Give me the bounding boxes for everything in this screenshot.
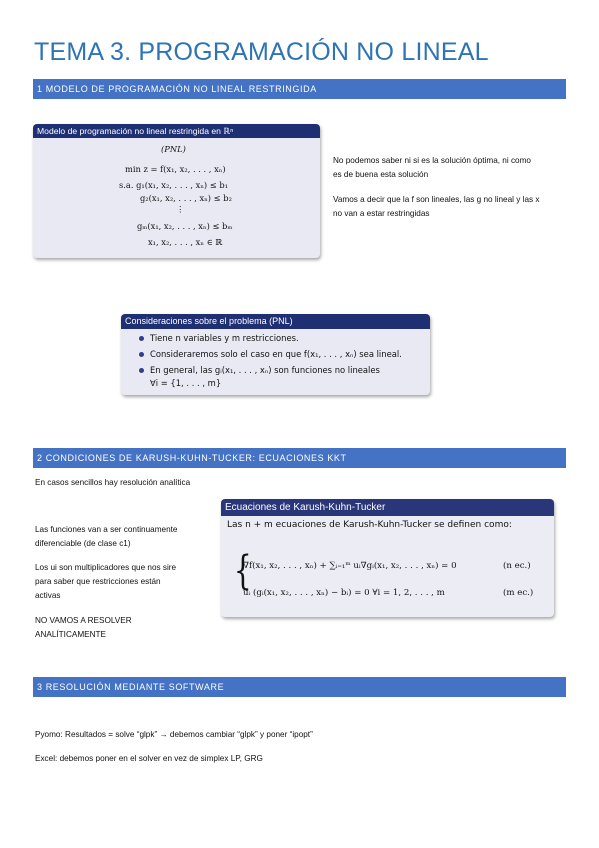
note-multipliers-2: para saber que restricciones están [35, 577, 161, 586]
note-multipliers-3: activas [35, 591, 61, 600]
note-pyomo: Pyomo: Resultados = solve “glpk” → debemos cambiar “glpk” y poner “ipopt” [35, 730, 313, 739]
considerations-header: Consideraciones sobre el problema (PNL) [121, 314, 430, 329]
note-no-resolve-1: NO VAMOS A RESOLVER [35, 616, 132, 625]
kkt-header: Ecuaciones de Karush-Kuhn-Tucker [221, 499, 554, 516]
note-multipliers-1: Los ui son multiplicadores que nos sire [35, 563, 177, 572]
section-header-3: 3 RESOLUCIÓN MEDIANTE SOFTWARE [33, 677, 566, 697]
note-optimal-1: No podemos saber ni si es la solución óptima, ni como [333, 156, 531, 165]
note-no-resolve-2: ANALÍTICAMENTE [35, 630, 106, 639]
kkt-intro: Las n + m ecuaciones de Karush-Kuhn-Tucker se definen como: [227, 520, 512, 530]
vertical-dots: ⋮ [176, 204, 185, 214]
note-linear-1: Vamos a decir que la f son lineales, las g no lineal y las x [333, 195, 540, 204]
objective-line: min z = f(x₁, x₂, . . . , xₙ) [125, 164, 226, 174]
model-box [33, 124, 320, 258]
bullet-item-2: Consideraremos solo el caso en que f(x₁, . . . , xₙ) sea lineal. [139, 349, 402, 359]
kkt-box [221, 499, 554, 617]
note-analytic: En casos sencillos hay resolución analítica [35, 478, 191, 487]
bullet-item-3: En general, las gᵢ(x₁, . . . , xₙ) son funciones no lineales [139, 365, 380, 375]
page-title: TEMA 3. PROGRAMACIÓN NO LINEAL [34, 38, 489, 66]
domain-line: x₁, x₂, . . . , xₙ ∈ ℝ [148, 237, 223, 247]
kkt-equation-2-tag: (m ec.) [503, 588, 534, 598]
note-optimal-2: es de buena esta solución [333, 170, 429, 179]
constraint-m: gₘ(x₁, x₂, . . . , xₙ) ≤ bₘ [137, 221, 233, 231]
model-box-header: Modelo de programación no lineal restringida en ℝⁿ [33, 124, 320, 138]
section-header-2: 2 CONDICIONES DE KARUSH-KUHN-TUCKER: ECUACIONES KKT [33, 448, 566, 468]
note-continuous-1: Las funciones van a ser continuamente [35, 525, 178, 534]
kkt-equation-1-tag: (n ec.) [503, 561, 531, 571]
bullet-icon [139, 368, 144, 373]
constraint-2: g₂(x₁, x₂, . . . , xₙ) ≤ b₂ [140, 193, 232, 203]
section-header-1: 1 MODELO DE PROGRAMACIÓN NO LINEAL RESTRINGIDA [33, 79, 566, 99]
note-excel: Excel: debemos poner en el solver en vez de simplex LP, GRG [35, 754, 263, 763]
considerations-box [121, 314, 430, 395]
note-continuous-2: diferenciable (de clase c1) [35, 539, 131, 548]
left-brace: { [233, 548, 252, 594]
constraint-1: s.a. g₁(x₁, x₂, . . . , xₙ) ≤ b₁ [119, 180, 229, 190]
bullet-item-1: Tiene n variables y m restricciones. [139, 333, 299, 343]
bullet-icon [139, 336, 144, 341]
kkt-equation-1: ∇f(x₁, x₂, . . . , xₙ) + ∑ᵢ₌₁ᵐ uᵢ∇gᵢ(x₁, x₂, . . . , xₙ) = 0 [243, 561, 457, 571]
bullet-item-3-cont: ∀i = {1, . . . , m} [150, 378, 222, 388]
kkt-equation-2: uᵢ (gᵢ(x₁, x₂, . . . , xₙ) − bᵢ) = 0 ∀i = 1, 2, . . . , m [243, 588, 445, 598]
pnl-label: (PNL) [161, 144, 186, 154]
bullet-icon [139, 352, 144, 357]
note-linear-2: no van a estar restringidas [333, 209, 430, 218]
